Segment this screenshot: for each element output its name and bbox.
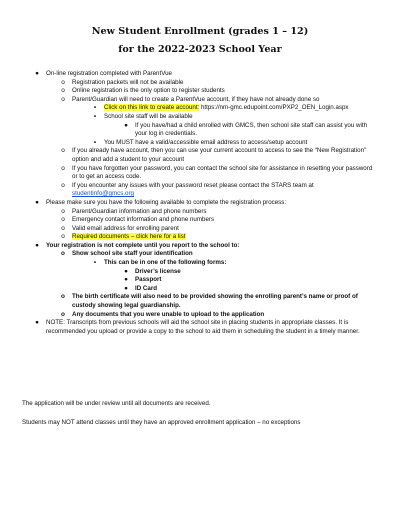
- bullet-circle-icon: o: [61, 207, 65, 215]
- list-item: [30, 79, 375, 88]
- list-item-text: Emergency contact information and phone numbers: [72, 216, 215, 224]
- list-item: [30, 285, 375, 294]
- list-item: [30, 276, 375, 285]
- bullet-disc-icon: ●: [124, 276, 128, 284]
- parentvue-login-url[interactable]: https://nm-gmc.edupoint.com/PXP2_OEN_Login.aspx: [199, 104, 349, 112]
- bullet-disc-icon: ●: [35, 319, 39, 327]
- page-subtitle: for the 2022-2023 School Year: [118, 44, 282, 55]
- list-item-text: Parent/Guardian will need to create a ParentVue account, if they have not already done so: [72, 95, 320, 103]
- list-item-text: School site staff will be available: [104, 112, 193, 120]
- list-item: [30, 139, 375, 148]
- list-item: [30, 96, 375, 105]
- list-item: [30, 319, 375, 336]
- bullet-circle-icon: o: [61, 164, 65, 172]
- list-item: [30, 259, 375, 268]
- list-item-text: Passport: [135, 276, 162, 284]
- bullet-square-icon: ▪: [93, 112, 97, 120]
- list-item-text: Parent/Guardian information and phone numbers: [72, 207, 207, 215]
- list-item-text: Online registration is the only option to register students: [72, 87, 225, 95]
- list-item-text: If you have/had a child enrolled with GMCS, then school site staff can assist you with your log in credentials.: [135, 121, 368, 138]
- footer-review-note: The application will be under review until all documents are received.: [22, 400, 211, 407]
- list-item-text: Your registration is not complete until you report to the school to:: [46, 241, 240, 249]
- create-account-link[interactable]: Click on this link to create account:: [104, 104, 200, 112]
- bullet-circle-icon: o: [61, 87, 65, 95]
- bullet-circle-icon: o: [61, 293, 65, 301]
- list-item: [30, 165, 375, 182]
- list-item-text: NOTE: Transcripts from previous schools will aid the school site in placing students in appropriate classes. It is recommended you upload or provide a copy to the school to aid them in scheduling the student in a timely manner.: [46, 319, 360, 335]
- page-title: New Student Enrollment (grades 1 – 12): [91, 26, 309, 37]
- list-item: [30, 199, 375, 208]
- list-item: [30, 216, 375, 225]
- bullet-list: [30, 70, 375, 336]
- bullet-disc-icon: ●: [35, 198, 39, 206]
- bullet-disc-icon: ●: [124, 121, 128, 129]
- bullet-disc-icon: ●: [35, 241, 39, 249]
- list-item-text: Please make sure you have the following available to complete the registration process:: [46, 198, 287, 206]
- list-item: [30, 104, 375, 113]
- list-item: [30, 122, 375, 139]
- footer-attendance-note: Students may NOT attend classes until they have an approved enrollment application – no exceptions: [22, 419, 301, 426]
- bullet-circle-icon: o: [61, 95, 65, 103]
- list-item-text: If you have forgotten your password, you can contact the school site for assistance in resetting your password or to get an access code.: [72, 164, 373, 181]
- bullet-circle-icon: o: [61, 216, 65, 224]
- list-item: [30, 182, 375, 199]
- bullet-circle-icon: o: [61, 224, 65, 232]
- bullet-disc-icon: ●: [124, 284, 128, 292]
- list-item: [30, 293, 375, 310]
- list-item: [30, 70, 375, 79]
- list-item: [30, 233, 375, 242]
- bullet-disc-icon: ●: [35, 70, 39, 77]
- stars-email-link[interactable]: studentinfo@gmcs.org: [72, 190, 134, 198]
- bullet-circle-icon: o: [61, 310, 65, 318]
- list-item-text: If you encounter any issues with your password reset please contact the STARS team at: [72, 181, 314, 189]
- document-body: [30, 70, 375, 336]
- list-item-text: On-line registration completed with ParentVue: [46, 70, 172, 77]
- bullet-square-icon: ▪: [93, 138, 97, 146]
- bullet-disc-icon: ●: [124, 267, 128, 275]
- list-item-text: You MUST have a valid/accessible email address to access/setup account: [104, 138, 308, 146]
- list-item-text: This can be in one of the following forms:: [104, 259, 227, 267]
- list-item: [30, 250, 375, 259]
- list-item: [30, 147, 375, 164]
- list-item-text: If you already have account, then you can use your current account to access to see the “New Registration” option and add a student to your account: [72, 147, 367, 163]
- required-documents-link[interactable]: Required documents – click here for a list: [72, 233, 186, 241]
- list-item-text: ID Card: [135, 284, 158, 292]
- bullet-square-icon: ▪: [93, 259, 97, 267]
- list-item-text: Valid email address for enrolling parent: [72, 224, 179, 232]
- list-item: [30, 113, 375, 122]
- bullet-circle-icon: o: [61, 181, 65, 189]
- bullet-circle-icon: o: [61, 147, 65, 155]
- list-item: [30, 87, 375, 96]
- list-item: [30, 208, 375, 217]
- bullet-circle-icon: o: [61, 250, 65, 258]
- list-item: [30, 225, 375, 234]
- list-item: [30, 268, 375, 277]
- list-item-text: Registration packets will not be available: [72, 78, 184, 86]
- list-item-text: Driver’s license: [135, 267, 181, 275]
- list-item-text: Show school site staff your identification: [72, 250, 193, 258]
- list-item: [30, 311, 375, 320]
- bullet-circle-icon: o: [61, 233, 65, 241]
- bullet-circle-icon: o: [61, 78, 65, 86]
- list-item-text: The birth certificate will also need to be provided showing the enrolling parent’s name or proof of custody showing legal guardianship.: [72, 293, 358, 310]
- list-item: [30, 242, 375, 251]
- bullet-square-icon: ▪: [93, 104, 97, 112]
- list-item-text: Any documents that you were unable to upload to the application: [72, 310, 265, 318]
